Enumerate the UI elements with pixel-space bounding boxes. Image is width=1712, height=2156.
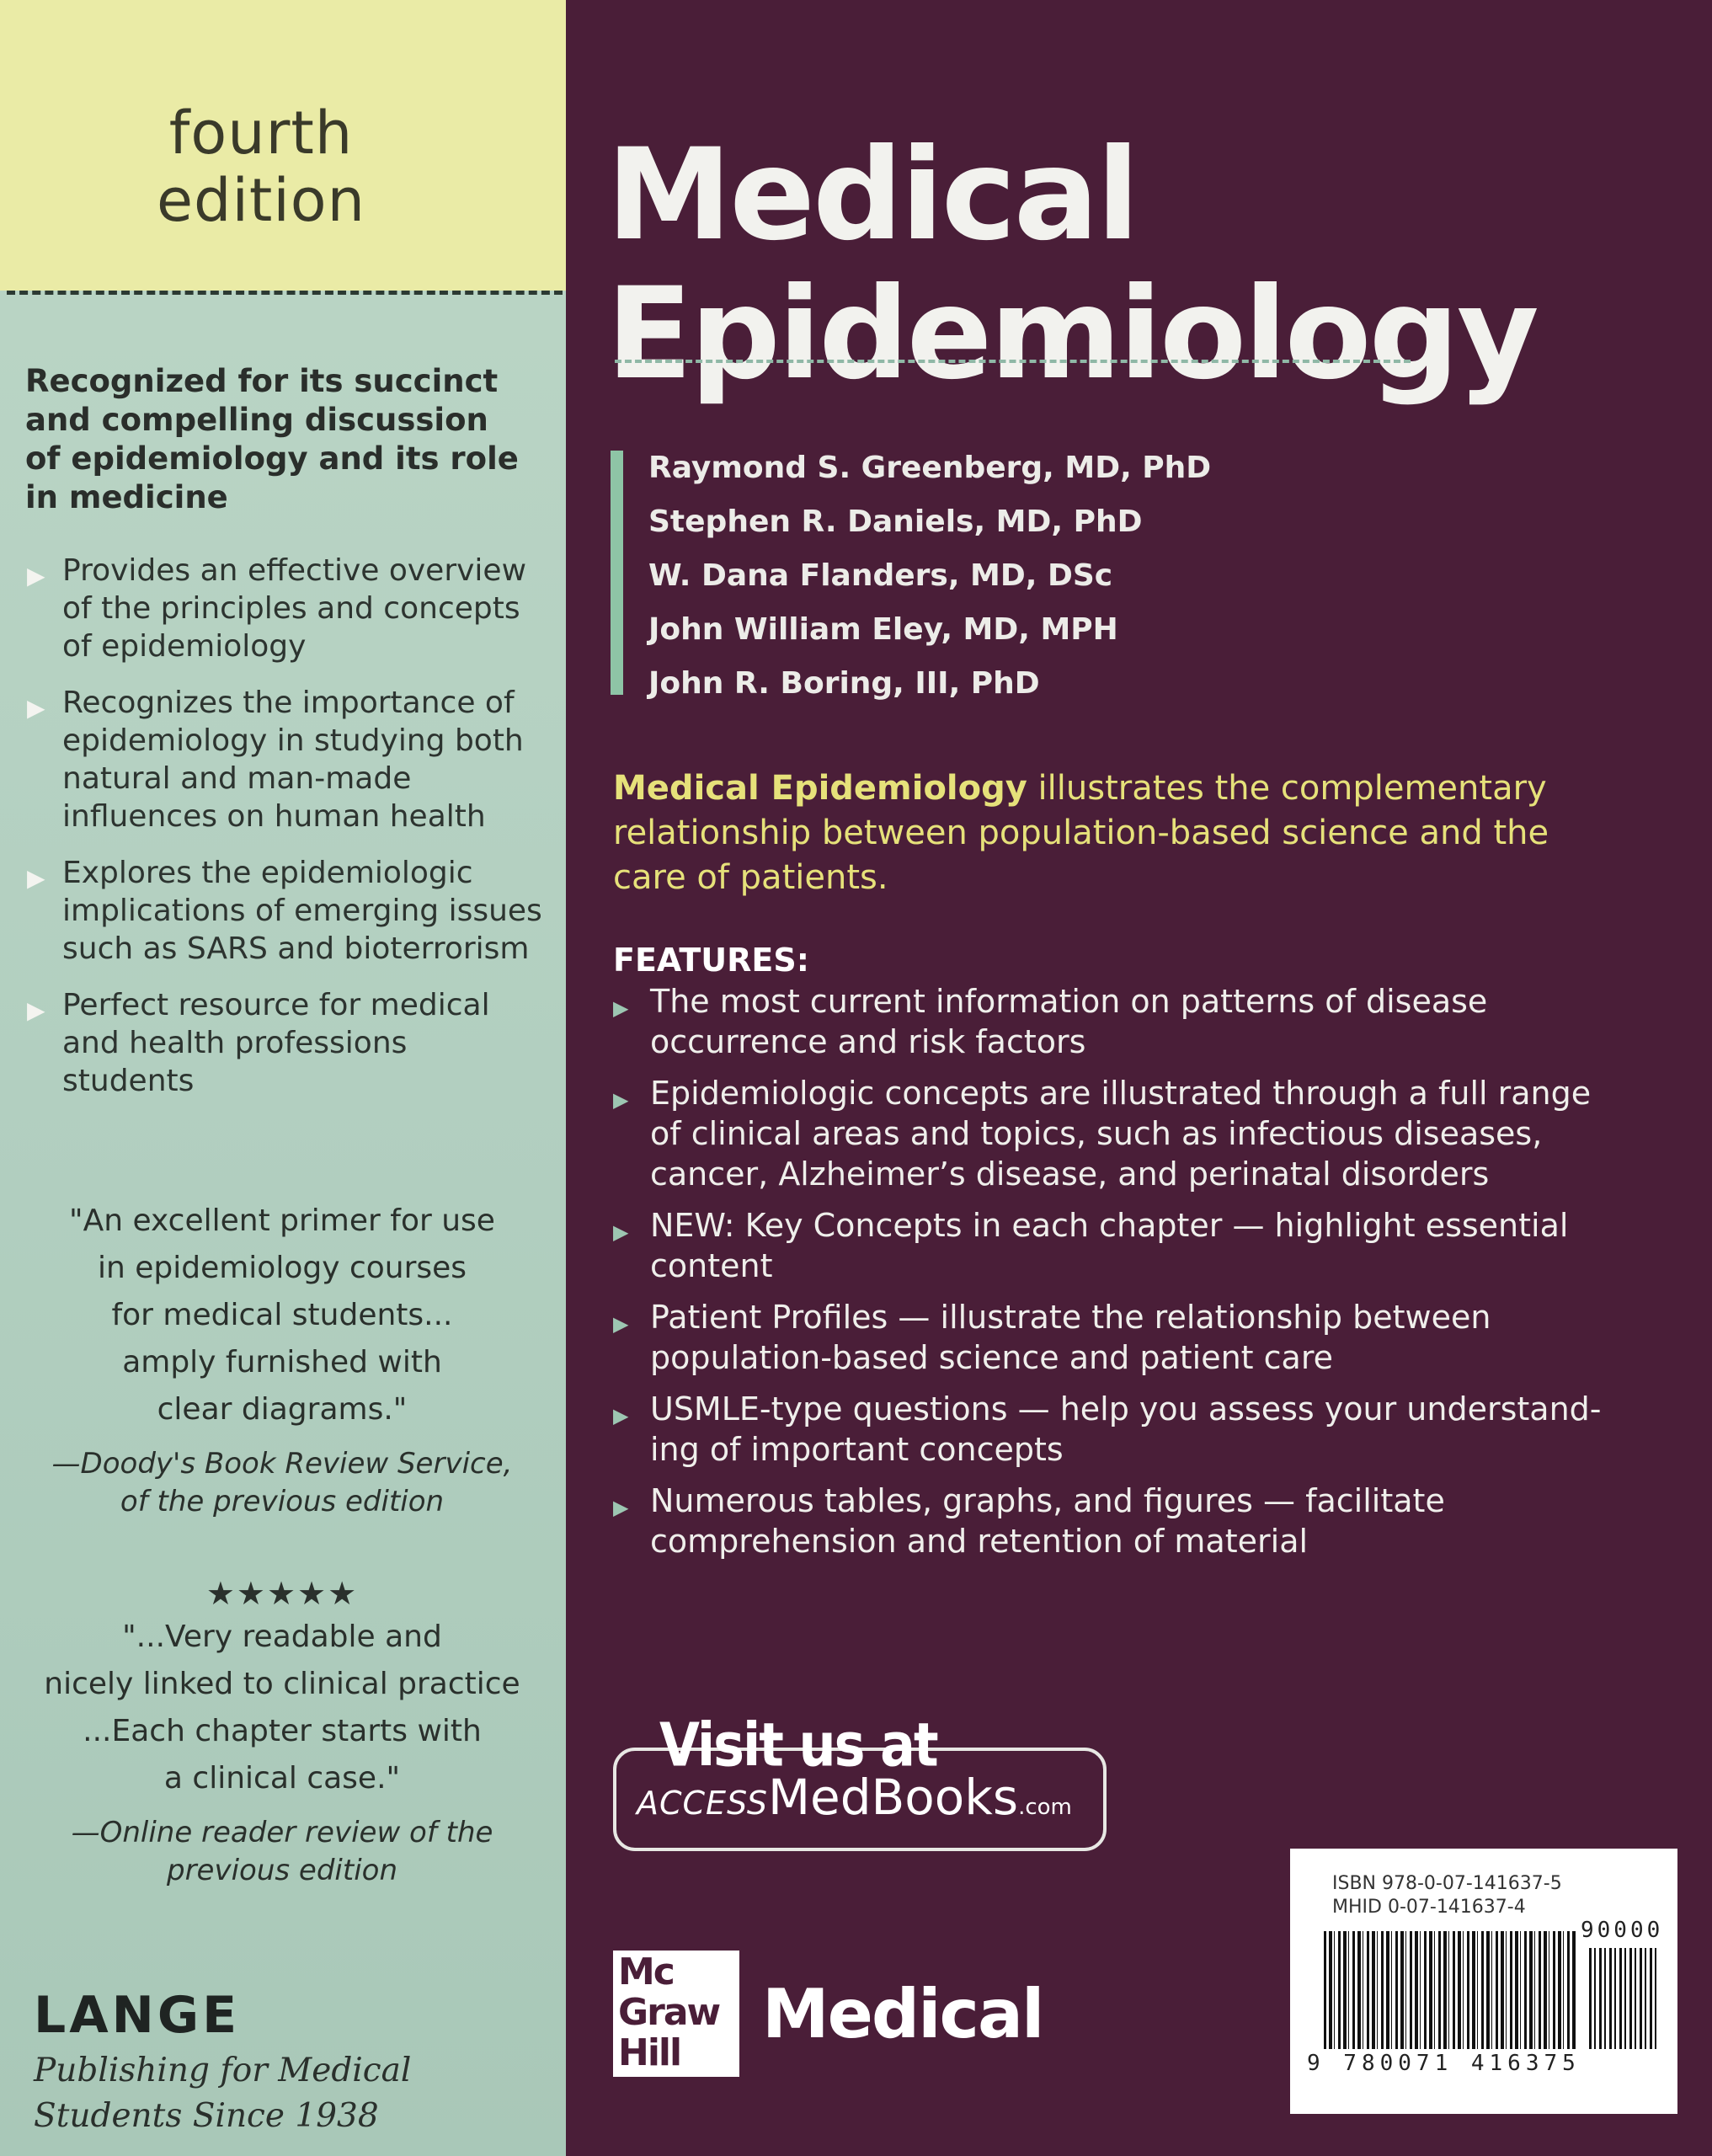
author: Raymond S. Greenberg, MD, PhD [648,451,1212,485]
triangle-bullet-icon: ▶ [27,694,45,722]
triangle-bullet-icon: ▶ [613,1312,629,1336]
triangle-bullet-icon: ▶ [613,996,629,1020]
features-list [613,981,1607,1572]
list-item: ▶ Numerous tables, graphs, and figures — facilitate comprehension and retention of material [613,1482,1445,1560]
author-accent-bar [611,451,623,695]
medical-imprint: Medical [762,1975,1043,2053]
left-blurb: Recognized for its succinct and compelling discussion of epidemiology and its role in medicine [25,363,519,515]
features-heading: FEATURES: [613,942,809,979]
review-attribution-2: —Online reader review of the previous edition [71,1816,493,1887]
list-item: ▶ USMLE-type questions — help you assess your understand-ing of important concepts [613,1390,1602,1468]
book-description: Medical Epidemiology illustrates the complementary relationship between population-based science and the care of patients. [613,769,1549,897]
author: W. Dana Flanders, MD, DSc [648,558,1113,593]
barcode-icon [1324,1931,1576,2049]
edition-line2: edition [156,166,366,235]
visit-label: Visit us at [659,1710,937,1780]
book-title: Medical Epidemiology [606,122,1537,408]
edition-label [0,99,522,234]
website-url[interactable]: ACCESSMedBooks.com [637,1769,1072,1826]
barcode-panel [1290,1849,1677,2114]
review-attribution-1: —Doody's Book Review Service, of the previous edition [51,1447,513,1518]
list-item: ▶ The most current information on patterns of disease occurrence and risk factors [613,983,1488,1060]
list-item: ▶ Patient Profiles — illustrate the relationship between population-based science and patient care [613,1299,1491,1376]
barcode-addon-icon [1589,1948,1656,2049]
author: Stephen R. Daniels, MD, PhD [648,504,1143,539]
barcode-digits: 9 780071 416375 [1307,2051,1581,2076]
author-list [648,441,1211,711]
author: John R. Boring, III, PhD [648,666,1040,701]
list-item: ▶ Perfect resource for medical and health professions students [27,988,490,1098]
triangle-bullet-icon: ▶ [613,1404,629,1428]
author: John William Eley, MD, MPH [648,612,1118,647]
lange-tagline: Publishing for Medical Students Since 1938 [34,2052,412,2135]
isbn-info: ISBN 978-0-07-141637-5 MHID 0-07-141637-4 [1332,1873,1562,1918]
triangle-bullet-icon: ▶ [613,1088,629,1112]
list-item: ▶ NEW: Key Concepts in each chapter — highlight essential content [613,1207,1569,1284]
list-item: ▶ Epidemiologic concepts are illustrated through a full range of clinical areas and topics, such as infectious diseases, cancer, Alzheimer’s disease, and perinatal disorders [613,1075,1592,1193]
review-quote-1: "An excellent primer for use in epidemiology courses for medical students... amply furnished with clear diagrams." —Doody's Book Review Service, of the previous edition [17,1198,547,1521]
title-divider [615,360,1411,363]
edition-line1: fourth [168,99,354,168]
triangle-bullet-icon: ▶ [613,1496,629,1519]
lange-logo: LANGE [34,1986,241,2045]
left-divider [7,291,563,295]
triangle-bullet-icon: ▶ [613,1220,629,1244]
left-panel [0,0,566,2156]
mcgraw-hill-logo: Mc Graw Hill [613,1951,739,2077]
triangle-bullet-icon: ▶ [27,864,45,892]
star-rating-icon: ★★★★★ [205,1575,359,1612]
list-item: ▶ Explores the epidemiologic implications of emerging issues such as SARS and bioterrorism [27,856,542,966]
triangle-bullet-icon: ▶ [27,996,45,1024]
review-quote-2: ★★★★★ "...Very readable and nicely linked to clinical practice ...Each chapter starts with a clinical case." —Online reader review of the previous edition [17,1573,547,1890]
triangle-bullet-icon: ▶ [27,562,45,590]
list-item: ▶ Provides an effective overview of the principles and concepts of epidemiology [27,553,527,664]
barcode-addon-number: 90000 [1581,1918,1664,1943]
left-bullet-list [25,552,547,1118]
list-item: ▶ Recognizes the importance of epidemiology in studying both natural and man-made influences on human health [27,686,524,834]
